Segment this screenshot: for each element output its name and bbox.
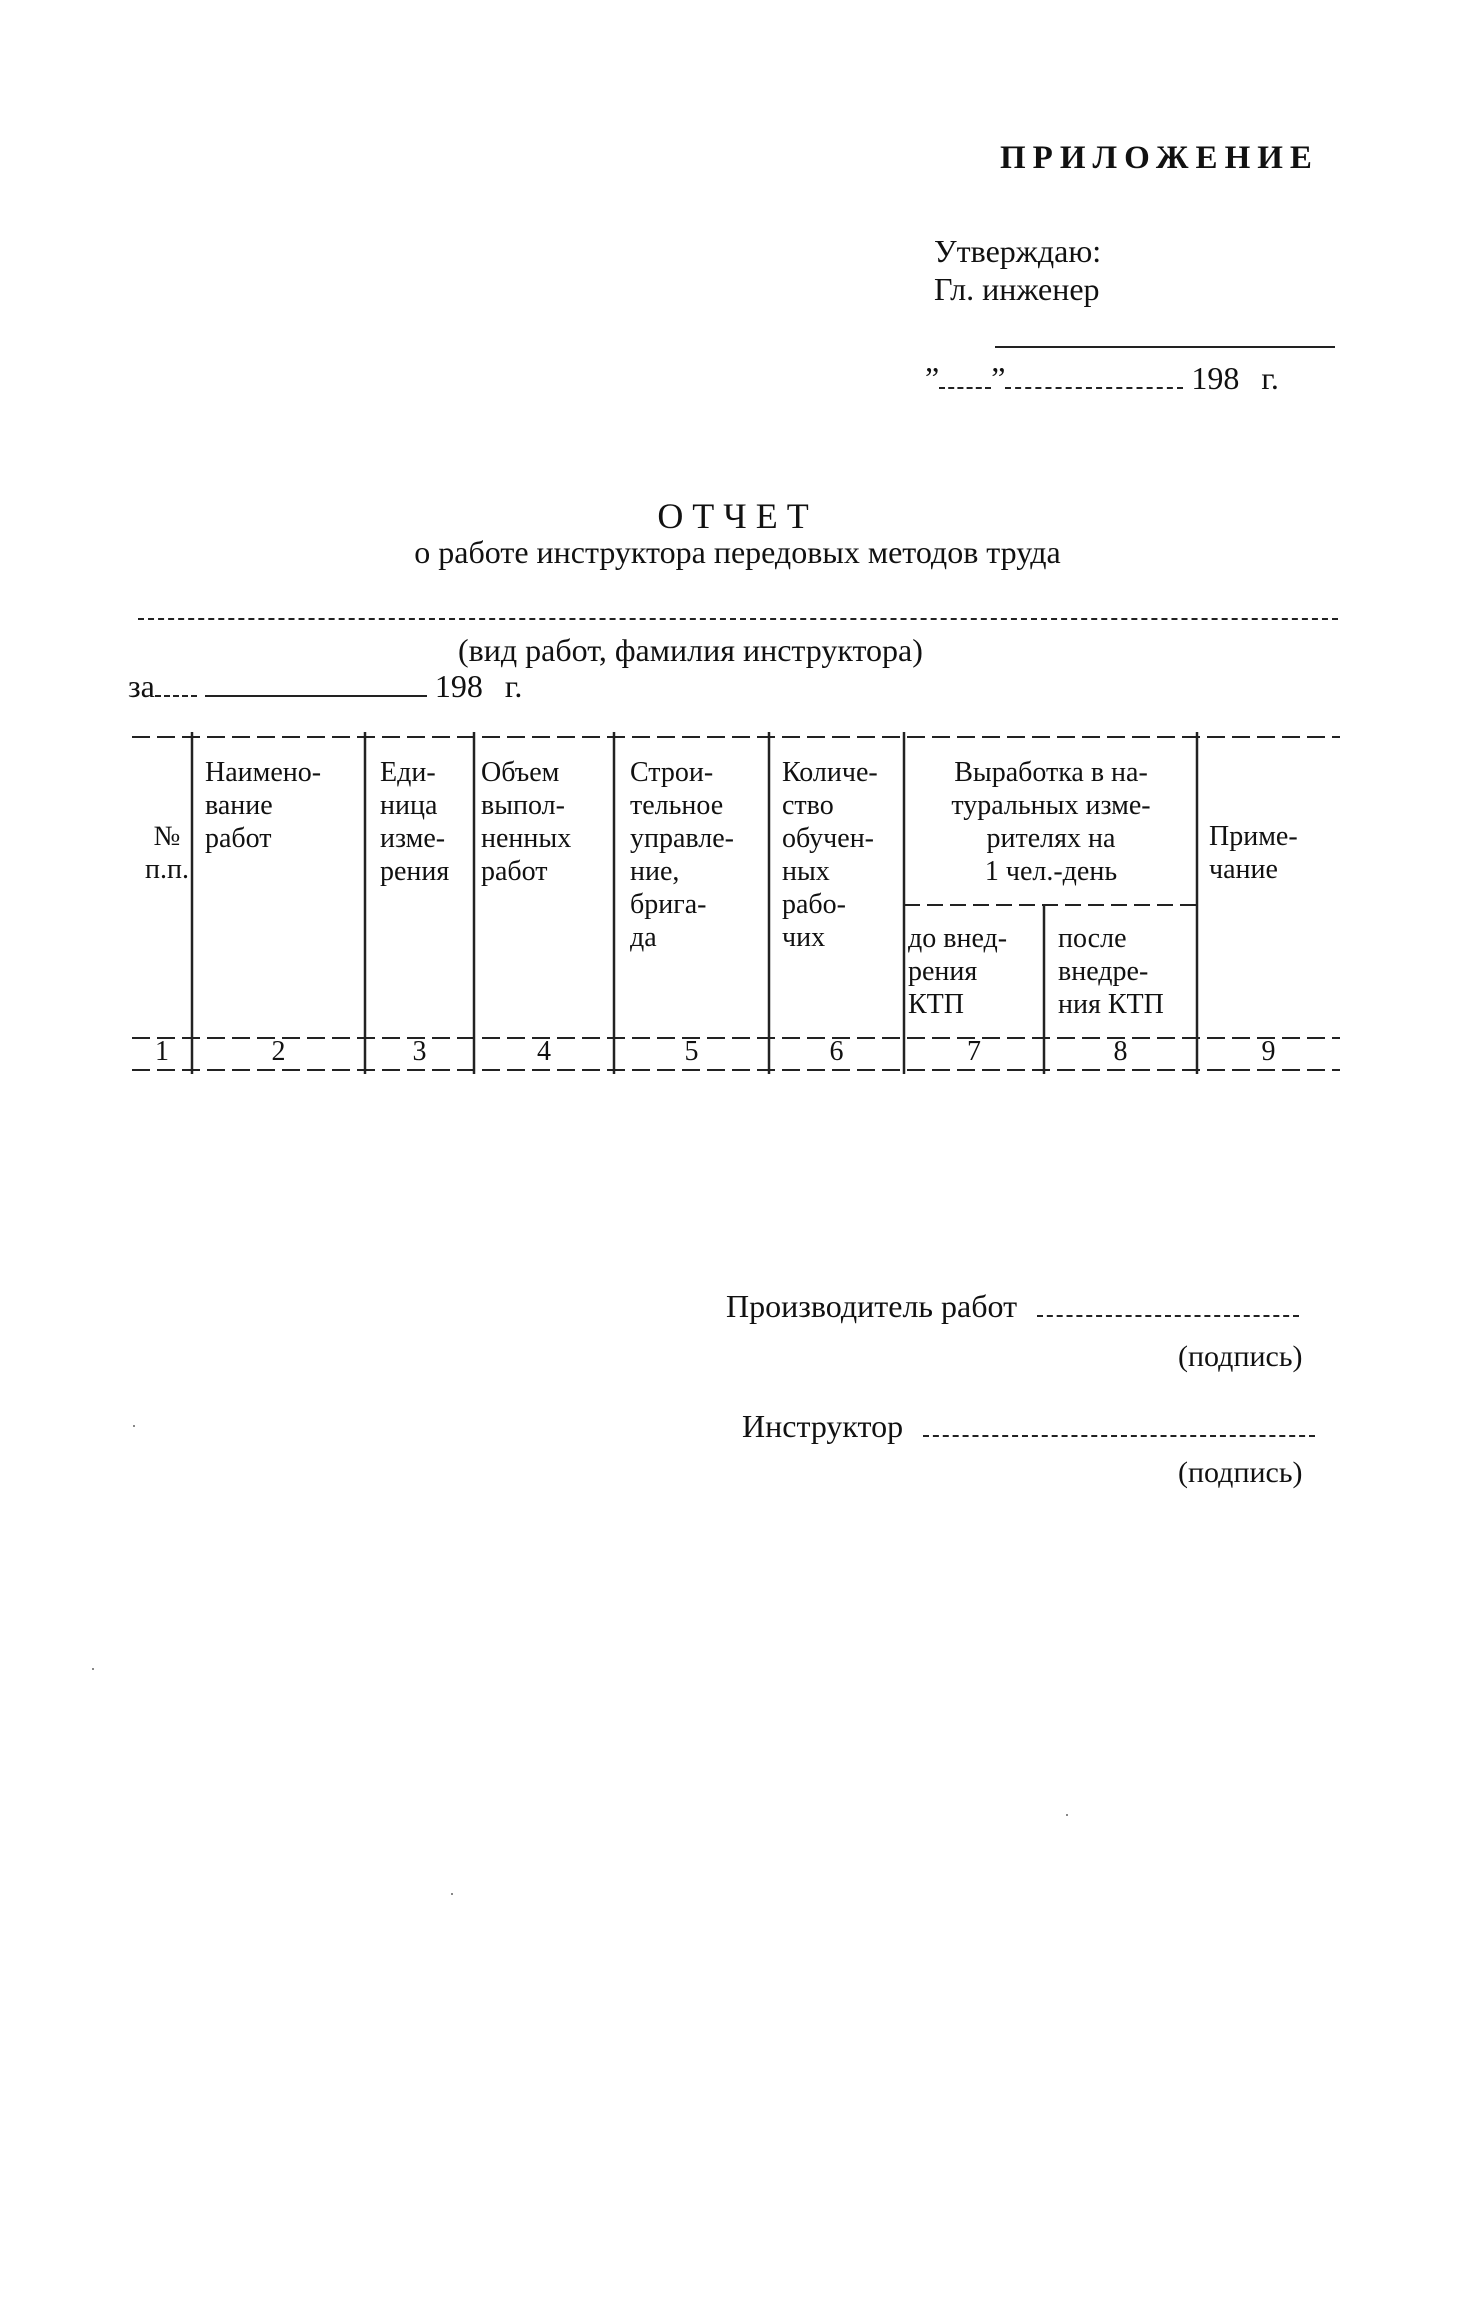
approval-line-2: Гл. инженер [934, 271, 1100, 307]
header-trained-workers: Количе- ство обучен- ных рабо- чих [782, 757, 878, 953]
work-kind-caption: (вид работ, фамилия инструктора) [458, 632, 923, 668]
report-title: ОТЧЕТ [657, 496, 818, 536]
date-year-suffix: г. [1261, 360, 1279, 396]
header-row-number: № п.п. [145, 821, 189, 885]
header-volume: Объем выпол- ненных работ [481, 757, 572, 887]
column-number: 9 [1261, 1036, 1276, 1067]
foreman-signature-row [726, 1288, 1299, 1325]
header-construction-unit: Строи- тельное управле- ние, брига- да [630, 757, 734, 953]
period-year: 198 [434, 668, 483, 704]
header-before-ktp: до внед- рения КТП [908, 923, 1008, 1020]
scan-speck [133, 1425, 135, 1427]
column-number: 4 [537, 1036, 551, 1067]
date-year: 198 [1191, 360, 1240, 396]
instructor-signature-caption: (подпись) [1178, 1456, 1303, 1489]
scan-speck [451, 1893, 453, 1895]
foreman-signature-caption: (подпись) [1178, 1340, 1303, 1373]
date-open-quote: ” [925, 360, 940, 396]
period-suffix: г. [504, 668, 523, 704]
column-number: 2 [271, 1036, 286, 1067]
header-work-name: Наимено- вание работ [205, 757, 322, 854]
report-subtitle: о работе инструктора передовых методов труда [414, 534, 1061, 570]
foreman-label: Производитель работ [726, 1288, 1018, 1324]
instructor-label: Инструктор [742, 1408, 904, 1444]
foreman-signature-line [1037, 1315, 1299, 1317]
column-number: 8 [1113, 1036, 1128, 1067]
column-number: 6 [829, 1036, 844, 1067]
column-number: 5 [684, 1036, 699, 1067]
scan-speck [1066, 1814, 1068, 1816]
header-note: Приме- чание [1209, 821, 1298, 885]
appendix-label: ПРИЛОЖЕНИЕ [1000, 140, 1319, 176]
column-number: 7 [967, 1036, 981, 1067]
period-prefix: за [128, 668, 155, 704]
scan-speck [92, 1668, 94, 1670]
column-number: 1 [155, 1036, 169, 1067]
instructor-signature-row [742, 1408, 1315, 1445]
date-close-quote: ” [991, 360, 1006, 396]
approval-line-1: Утверждаю: [934, 233, 1102, 269]
instructor-signature-line [923, 1435, 1315, 1437]
report-table-grid [0, 0, 1475, 1100]
column-number: 3 [412, 1036, 427, 1067]
header-after-ktp: после внедре- ния КТП [1058, 923, 1164, 1020]
header-output-group: Выработка в на- туральных изме- рителях на 1 чел.-день [951, 757, 1151, 887]
header-unit: Еди- ница изме- рения [380, 757, 450, 887]
